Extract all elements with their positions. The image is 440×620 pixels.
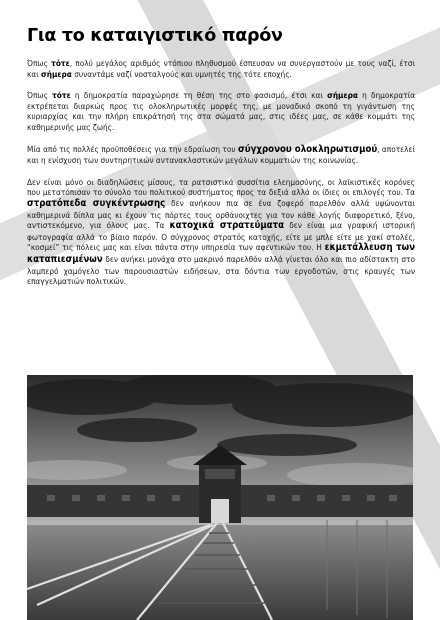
emphasis-text: στρατόπεδα συγκέντρωσης bbox=[27, 197, 166, 209]
body-text: δεν ανήκει μονάχα στο μακρινό παρελθόν αλλά γίνεται όλο και πιο αδίστακτη στο λαμπερό χαμόγελο των παρουσιαστών ειδήσεων, στα δόντια των εργοδοτών, στις κραυγές των επαγγελματιών πολιτικών. bbox=[27, 253, 415, 287]
body-text: Δεν είναι μόνο οι διαδηλώσεις μίσους, τα ρατσιστικά συσσίτια ελεημοσύνης, οι λαϊκιστικές κορόνες που μετατόπισαν το σύνολο του πολιτικού συστήματος προς τα δεξιά αλλά οι ίδιες οι επιλογές του. Τα bbox=[27, 176, 415, 198]
body-text: Όπως bbox=[27, 58, 52, 68]
gate-archway bbox=[211, 499, 229, 523]
page-title: Για το καταιγιστικό παρόν bbox=[27, 26, 283, 46]
emphasis-text: τότε bbox=[52, 90, 71, 101]
body-text: συναντάμε ναζί νοσταλγούς και υμνητές της τότε εποχής. bbox=[71, 68, 292, 79]
tower-windows bbox=[205, 469, 235, 479]
body-text: Μία από τις πολλές προϋποθέσεις για την εδραίωση του bbox=[27, 143, 238, 154]
emphasis-text: κατοχικά στρατεύματα bbox=[169, 220, 285, 232]
emphasis-text: σύγχρονου ολοκληρωτισμού bbox=[237, 143, 378, 155]
camp-photo-illustration bbox=[27, 375, 413, 620]
text-column bbox=[27, 26, 415, 298]
camp-gate-railway-photo bbox=[27, 375, 413, 620]
ground bbox=[27, 525, 413, 620]
body-text: , πολύ μεγάλος αριθμός ντόπιου πληθυσμού έσπευσαν να συνεργαστούν με τους ναζί, έτσι και bbox=[27, 58, 415, 79]
body-text: δεν ανήκουν πια σε ένα ζοφερό παρελθόν αλλά υψώνονται καθημερινά δίπλα μας κι έχουν τις πόρτες τους ορθάνοιχτες για τον κάθε λογής διαφορετικό, ξένο, αντιστεκόμενο, για όλους μας. Τα bbox=[27, 197, 415, 231]
body-text: η δημοκρατία παραχώρησε τη θέση της στο φασισμό, έτσι και bbox=[70, 90, 328, 101]
body-text: Όπως bbox=[27, 90, 53, 101]
emphasis-text: σήμερα bbox=[327, 90, 358, 101]
article-body bbox=[27, 58, 415, 287]
emphasis-text: τότε bbox=[51, 58, 70, 68]
paragraph-1 bbox=[27, 58, 415, 79]
body-text: δεν είναι μια γραφική ιστορική φωτογραφία αλλά το βίαιο παρόν. Ο σύγχρονος στρατός κατοχής, είτε με μπλε είτε με χακί στολές, “κοσμεί” τις πόλεις μας και είναι πάντα στην υπηρεσία των αφεντικών του. Η bbox=[27, 220, 415, 253]
paragraph-3 bbox=[27, 144, 415, 166]
paragraph-4 bbox=[27, 177, 415, 287]
paragraph-2 bbox=[27, 90, 415, 132]
emphasis-text: σήμερα bbox=[41, 68, 72, 79]
body-text: , αποτελεί και η ενίσχυση των συντηρητικών αντανακλαστικών μεγάλων κομματιών της κοινωνίας. bbox=[27, 143, 415, 166]
emphasis-text: εκμετάλλευση των καταπιεσμένων bbox=[27, 242, 416, 265]
body-text: η δημοκρατία εκτρέπεται διαρκώς προς τις ολοκληρωτικές μορφές της, με μοναδικό σκοπό τη γιγάντωση της κυριαρχίας και την πλήρη επικράτησή της στα σώματά μας, στις ιδέες μας, σε κάθε κομμάτι της καθημερινής μας ζωής. bbox=[27, 90, 416, 132]
